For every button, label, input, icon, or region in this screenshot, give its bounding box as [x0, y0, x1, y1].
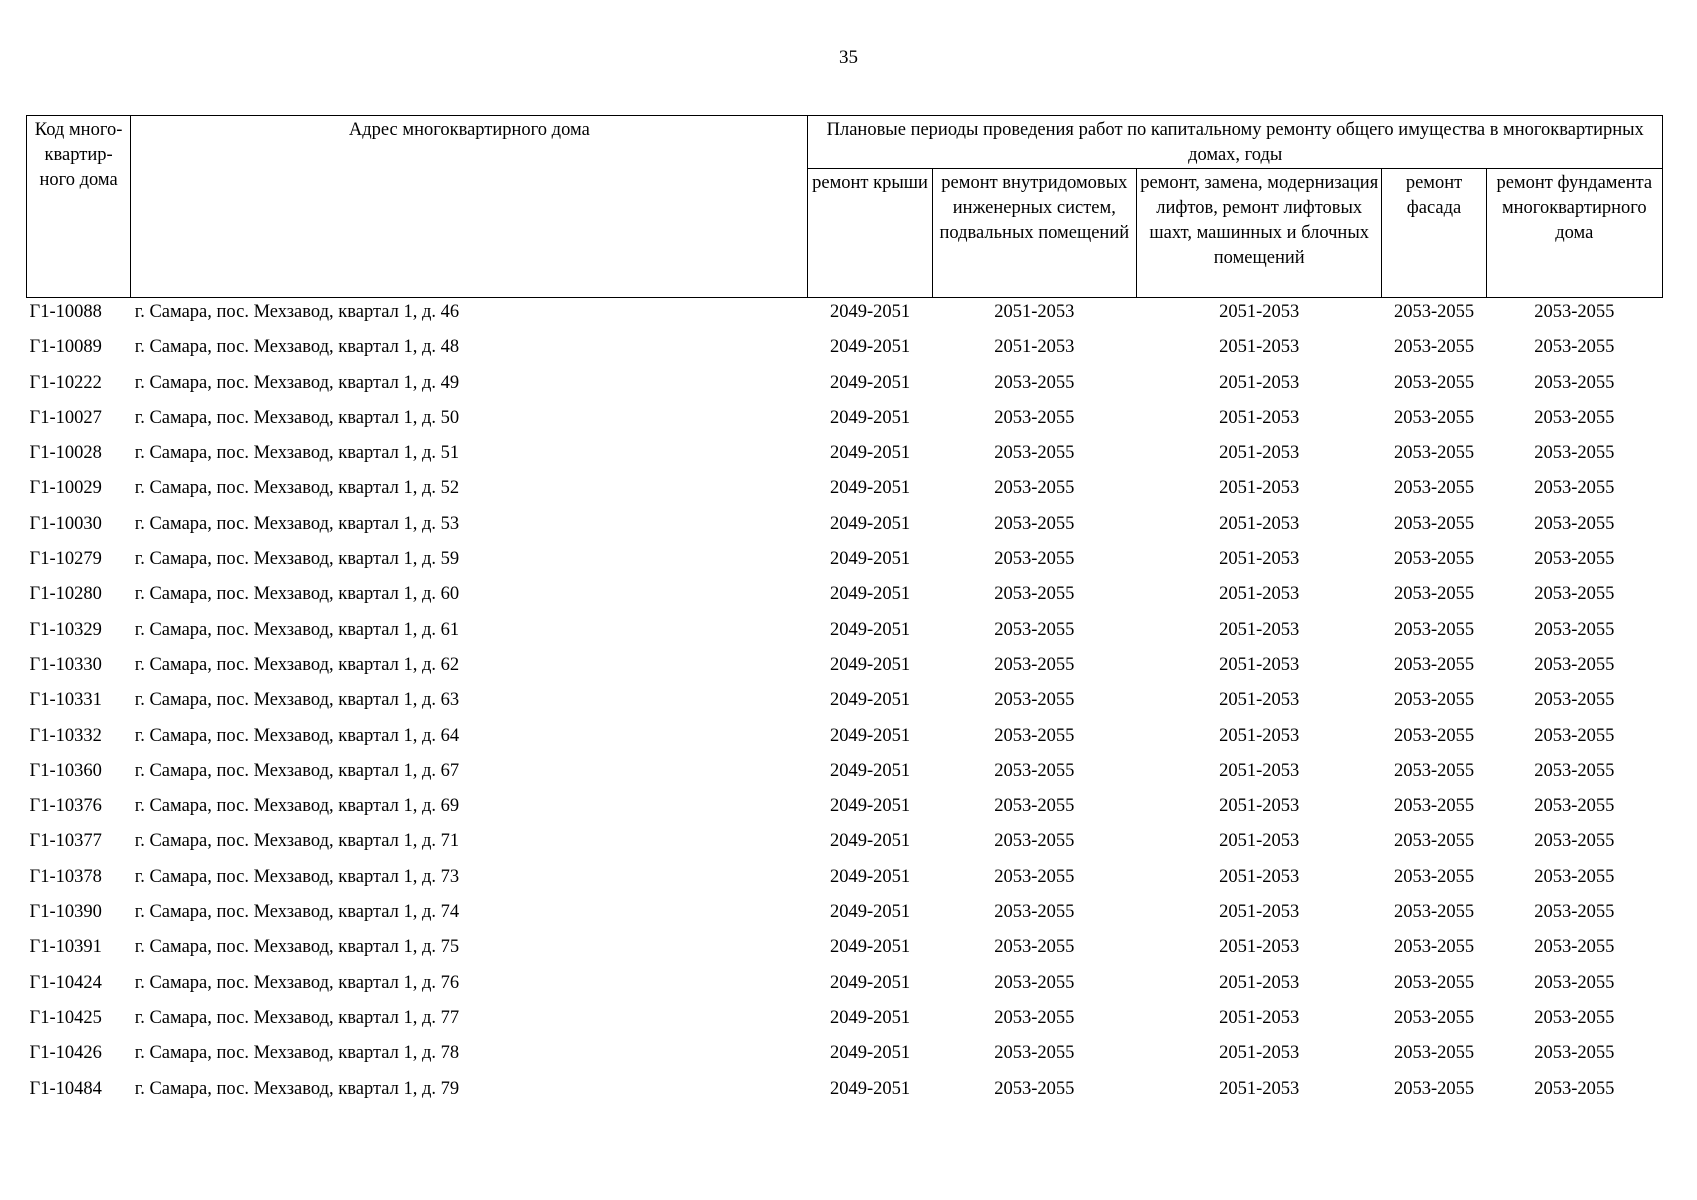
cell-foundation: 2053-2055 [1534, 725, 1615, 746]
header-roof: ремонт крыши [808, 169, 932, 298]
cell-roof: 2049-2051 [829, 1078, 911, 1099]
cell-roof: 2049-2051 [829, 1007, 911, 1028]
cell-address: г. Самара, пос. Мехзавод, квартал 1, д. 67 [134, 760, 460, 781]
cell-engineering: 2053-2055 [994, 866, 1075, 887]
table-header [27, 116, 1663, 298]
cell-facade: 2053-2055 [1393, 584, 1475, 605]
cell-foundation: 2053-2055 [1534, 831, 1615, 852]
cell-code: Г1-10332 [29, 725, 102, 746]
table-row [27, 1004, 1663, 1039]
cell-engineering: 2053-2055 [994, 584, 1075, 605]
cell-address: г. Самара, пос. Мехзавод, квартал 1, д. 48 [134, 337, 460, 358]
cell-facade: 2053-2055 [1393, 302, 1475, 322]
cell-roof: 2049-2051 [829, 866, 911, 887]
table-row [27, 1039, 1663, 1074]
cell-roof: 2049-2051 [829, 831, 911, 852]
cell-roof: 2049-2051 [829, 760, 911, 781]
cell-code: Г1-10426 [29, 1043, 102, 1064]
cell-roof: 2049-2051 [829, 478, 911, 499]
cell-lifts: 2051-2053 [1219, 372, 1300, 393]
cell-code: Г1-10484 [29, 1078, 102, 1099]
cell-engineering: 2053-2055 [994, 513, 1075, 534]
cell-foundation: 2053-2055 [1534, 760, 1615, 781]
cell-code: Г1-10377 [29, 831, 102, 852]
cell-lifts: 2051-2053 [1219, 443, 1300, 464]
cell-roof: 2049-2051 [829, 725, 911, 746]
cell-code: Г1-10391 [29, 937, 102, 958]
cell-facade: 2053-2055 [1393, 443, 1475, 464]
cell-facade: 2053-2055 [1393, 725, 1475, 746]
table-row [27, 474, 1663, 509]
cell-roof: 2049-2051 [829, 902, 911, 923]
cell-lifts: 2051-2053 [1219, 725, 1300, 746]
cell-foundation: 2053-2055 [1534, 866, 1615, 887]
cell-engineering: 2053-2055 [994, 796, 1075, 817]
cell-facade: 2053-2055 [1393, 831, 1475, 852]
cell-address: г. Самара, пос. Мехзавод, квартал 1, д. 50 [134, 407, 460, 428]
cell-code: Г1-10027 [29, 407, 102, 428]
cell-lifts: 2051-2053 [1219, 654, 1300, 675]
page-number: 35 [839, 47, 858, 68]
cell-engineering: 2053-2055 [994, 760, 1075, 781]
cell-roof: 2049-2051 [829, 584, 911, 605]
cell-engineering: 2053-2055 [994, 372, 1075, 393]
table-row [27, 369, 1663, 404]
cell-address: г. Самара, пос. Мехзавод, квартал 1, д. 75 [134, 937, 460, 958]
cell-code: Г1-10424 [29, 972, 102, 993]
header-foundation: ремонт фундамента многоквартирного дома [1486, 169, 1662, 298]
cell-code: Г1-10376 [29, 796, 102, 817]
cell-address: г. Самара, пос. Мехзавод, квартал 1, д. 52 [134, 478, 460, 499]
cell-code: Г1-10360 [29, 760, 102, 781]
header-address: Адрес многоквартирного дома [131, 116, 808, 298]
table-row [27, 545, 1663, 580]
cell-code: Г1-10029 [29, 478, 102, 499]
table-row [27, 969, 1663, 1004]
cell-address: г. Самара, пос. Мехзавод, квартал 1, д. 79 [134, 1078, 460, 1099]
cell-lifts: 2051-2053 [1219, 972, 1300, 993]
table-row [27, 439, 1663, 474]
table-row [27, 298, 1663, 334]
cell-code: Г1-10222 [29, 372, 102, 393]
cell-address: г. Самара, пос. Мехзавод, квартал 1, д. 49 [134, 372, 460, 393]
cell-address: г. Самара, пос. Мехзавод, квартал 1, д. 74 [134, 902, 460, 923]
cell-code: Г1-10089 [29, 337, 102, 358]
cell-foundation: 2053-2055 [1534, 407, 1615, 428]
cell-engineering: 2053-2055 [994, 690, 1075, 711]
table-row [27, 686, 1663, 721]
table-row [27, 898, 1663, 933]
cell-foundation: 2053-2055 [1534, 1007, 1615, 1028]
cell-facade: 2053-2055 [1393, 902, 1475, 923]
cell-facade: 2053-2055 [1393, 513, 1475, 534]
header-lifts: ремонт, замена, модернизация лифтов, ремонт лифтовых шахт, машинных и блочных помещений [1137, 169, 1382, 298]
cell-facade: 2053-2055 [1393, 866, 1475, 887]
cell-engineering: 2053-2055 [994, 443, 1075, 464]
cell-address: г. Самара, пос. Мехзавод, квартал 1, д. 69 [134, 796, 460, 817]
table-body [27, 298, 1663, 1110]
cell-roof: 2049-2051 [829, 619, 911, 640]
cell-engineering: 2053-2055 [994, 1043, 1075, 1064]
cell-lifts: 2051-2053 [1219, 478, 1300, 499]
table-row [27, 616, 1663, 651]
cell-address: г. Самара, пос. Мехзавод, квартал 1, д. 71 [134, 831, 460, 852]
cell-code: Г1-10028 [29, 443, 102, 464]
cell-foundation: 2053-2055 [1534, 549, 1615, 570]
cell-foundation: 2053-2055 [1534, 1078, 1615, 1099]
cell-roof: 2049-2051 [829, 302, 911, 322]
cell-facade: 2053-2055 [1393, 972, 1475, 993]
cell-lifts: 2051-2053 [1219, 1043, 1300, 1064]
cell-facade: 2053-2055 [1393, 337, 1475, 358]
header-engineering: ремонт внутридомовых инженерных систем, подвальных помещений [932, 169, 1136, 298]
cell-lifts: 2051-2053 [1219, 902, 1300, 923]
table-row [27, 1075, 1663, 1110]
cell-foundation: 2053-2055 [1534, 1043, 1615, 1064]
cell-foundation: 2053-2055 [1534, 372, 1615, 393]
cell-foundation: 2053-2055 [1534, 937, 1615, 958]
table-row [27, 792, 1663, 827]
cell-facade: 2053-2055 [1393, 478, 1475, 499]
cell-engineering: 2053-2055 [994, 478, 1075, 499]
cell-code: Г1-10330 [29, 654, 102, 675]
cell-address: г. Самара, пос. Мехзавод, квартал 1, д. 78 [134, 1043, 460, 1064]
cell-foundation: 2053-2055 [1534, 513, 1615, 534]
cell-address: г. Самара, пос. Мехзавод, квартал 1, д. 77 [134, 1007, 460, 1028]
cell-address: г. Самара, пос. Мехзавод, квартал 1, д. 46 [134, 302, 460, 322]
cell-facade: 2053-2055 [1393, 1043, 1475, 1064]
cell-lifts: 2051-2053 [1219, 866, 1300, 887]
cell-code: Г1-10378 [29, 866, 102, 887]
capital-repair-schedule-table [26, 115, 1663, 1110]
cell-code: Г1-10331 [29, 690, 102, 711]
cell-facade: 2053-2055 [1393, 619, 1475, 640]
cell-roof: 2049-2051 [829, 443, 911, 464]
header-facade: ремонт фасада [1382, 169, 1486, 298]
cell-engineering: 2053-2055 [994, 937, 1075, 958]
cell-code: Г1-10390 [29, 902, 102, 923]
cell-lifts: 2051-2053 [1219, 513, 1300, 534]
cell-engineering: 2053-2055 [994, 1007, 1075, 1028]
cell-foundation: 2053-2055 [1534, 796, 1615, 817]
cell-address: г. Самара, пос. Мехзавод, квартал 1, д. 64 [134, 725, 460, 746]
cell-engineering: 2053-2055 [994, 1078, 1075, 1099]
cell-lifts: 2051-2053 [1219, 937, 1300, 958]
cell-lifts: 2051-2053 [1219, 337, 1300, 358]
cell-roof: 2049-2051 [829, 937, 911, 958]
cell-foundation: 2053-2055 [1534, 584, 1615, 605]
table-row [27, 933, 1663, 968]
cell-lifts: 2051-2053 [1219, 549, 1300, 570]
cell-roof: 2049-2051 [829, 513, 911, 534]
cell-address: г. Самара, пос. Мехзавод, квартал 1, д. 60 [134, 584, 460, 605]
cell-engineering: 2053-2055 [994, 972, 1075, 993]
cell-address: г. Самара, пос. Мехзавод, квартал 1, д. 76 [134, 972, 460, 993]
cell-lifts: 2051-2053 [1219, 407, 1300, 428]
cell-address: г. Самара, пос. Мехзавод, квартал 1, д. 59 [134, 549, 460, 570]
cell-address: г. Самара, пос. Мехзавод, квартал 1, д. 62 [134, 654, 460, 675]
cell-code: Г1-10030 [29, 513, 102, 534]
cell-roof: 2049-2051 [829, 654, 911, 675]
cell-lifts: 2051-2053 [1219, 1078, 1300, 1099]
table-row [27, 863, 1663, 898]
cell-facade: 2053-2055 [1393, 407, 1475, 428]
cell-engineering: 2053-2055 [994, 654, 1075, 675]
cell-roof: 2049-2051 [829, 796, 911, 817]
cell-code: Г1-10088 [29, 302, 102, 322]
cell-code: Г1-10280 [29, 584, 102, 605]
table-row [27, 757, 1663, 792]
cell-facade: 2053-2055 [1393, 1078, 1475, 1099]
cell-code: Г1-10279 [29, 549, 102, 570]
cell-facade: 2053-2055 [1393, 760, 1475, 781]
cell-roof: 2049-2051 [829, 1043, 911, 1064]
cell-facade: 2053-2055 [1393, 690, 1475, 711]
cell-facade: 2053-2055 [1393, 549, 1475, 570]
cell-engineering: 2053-2055 [994, 407, 1075, 428]
cell-foundation: 2053-2055 [1534, 619, 1615, 640]
cell-address: г. Самара, пос. Мехзавод, квартал 1, д. 51 [134, 443, 460, 464]
cell-engineering: 2053-2055 [994, 902, 1075, 923]
table-row [27, 651, 1663, 686]
cell-facade: 2053-2055 [1393, 937, 1475, 958]
cell-lifts: 2051-2053 [1219, 796, 1300, 817]
cell-code: Г1-10329 [29, 619, 102, 640]
cell-lifts: 2051-2053 [1219, 831, 1300, 852]
cell-roof: 2049-2051 [829, 337, 911, 358]
cell-roof: 2049-2051 [829, 972, 911, 993]
cell-foundation: 2053-2055 [1534, 972, 1615, 993]
cell-foundation: 2053-2055 [1534, 302, 1615, 322]
table-row [27, 722, 1663, 757]
cell-roof: 2049-2051 [829, 407, 911, 428]
cell-address: г. Самара, пос. Мехзавод, квартал 1, д. 53 [134, 513, 460, 534]
cell-foundation: 2053-2055 [1534, 337, 1615, 358]
cell-lifts: 2051-2053 [1219, 302, 1300, 322]
cell-lifts: 2051-2053 [1219, 690, 1300, 711]
cell-roof: 2049-2051 [829, 549, 911, 570]
cell-foundation: 2053-2055 [1534, 654, 1615, 675]
cell-lifts: 2051-2053 [1219, 584, 1300, 605]
cell-lifts: 2051-2053 [1219, 760, 1300, 781]
cell-foundation: 2053-2055 [1534, 443, 1615, 464]
cell-address: г. Самара, пос. Мехзавод, квартал 1, д. 61 [134, 619, 460, 640]
cell-foundation: 2053-2055 [1534, 690, 1615, 711]
cell-facade: 2053-2055 [1393, 654, 1475, 675]
table-row [27, 510, 1663, 545]
cell-engineering: 2053-2055 [994, 831, 1075, 852]
table-row [27, 333, 1663, 368]
cell-foundation: 2053-2055 [1534, 902, 1615, 923]
cell-engineering: 2053-2055 [994, 725, 1075, 746]
cell-roof: 2049-2051 [829, 690, 911, 711]
cell-address: г. Самара, пос. Мехзавод, квартал 1, д. 73 [134, 866, 460, 887]
cell-engineering: 2051-2053 [994, 302, 1075, 322]
cell-code: Г1-10425 [29, 1007, 102, 1028]
table-row [27, 404, 1663, 439]
cell-facade: 2053-2055 [1393, 1007, 1475, 1028]
cell-roof: 2049-2051 [829, 372, 911, 393]
header-periods-group: Плановые периоды проведения работ по капитальному ремонту общего имущества в многоквартирных домах, годы [808, 116, 1663, 169]
cell-foundation: 2053-2055 [1534, 478, 1615, 499]
cell-facade: 2053-2055 [1393, 796, 1475, 817]
cell-lifts: 2051-2053 [1219, 619, 1300, 640]
header-code: Код много-квартир-ного дома [27, 116, 131, 298]
table-row [27, 827, 1663, 862]
cell-lifts: 2051-2053 [1219, 1007, 1300, 1028]
cell-engineering: 2051-2053 [994, 337, 1075, 358]
table-row [27, 580, 1663, 615]
cell-address: г. Самара, пос. Мехзавод, квартал 1, д. 63 [134, 690, 460, 711]
cell-engineering: 2053-2055 [994, 549, 1075, 570]
cell-engineering: 2053-2055 [994, 619, 1075, 640]
cell-facade: 2053-2055 [1393, 372, 1475, 393]
